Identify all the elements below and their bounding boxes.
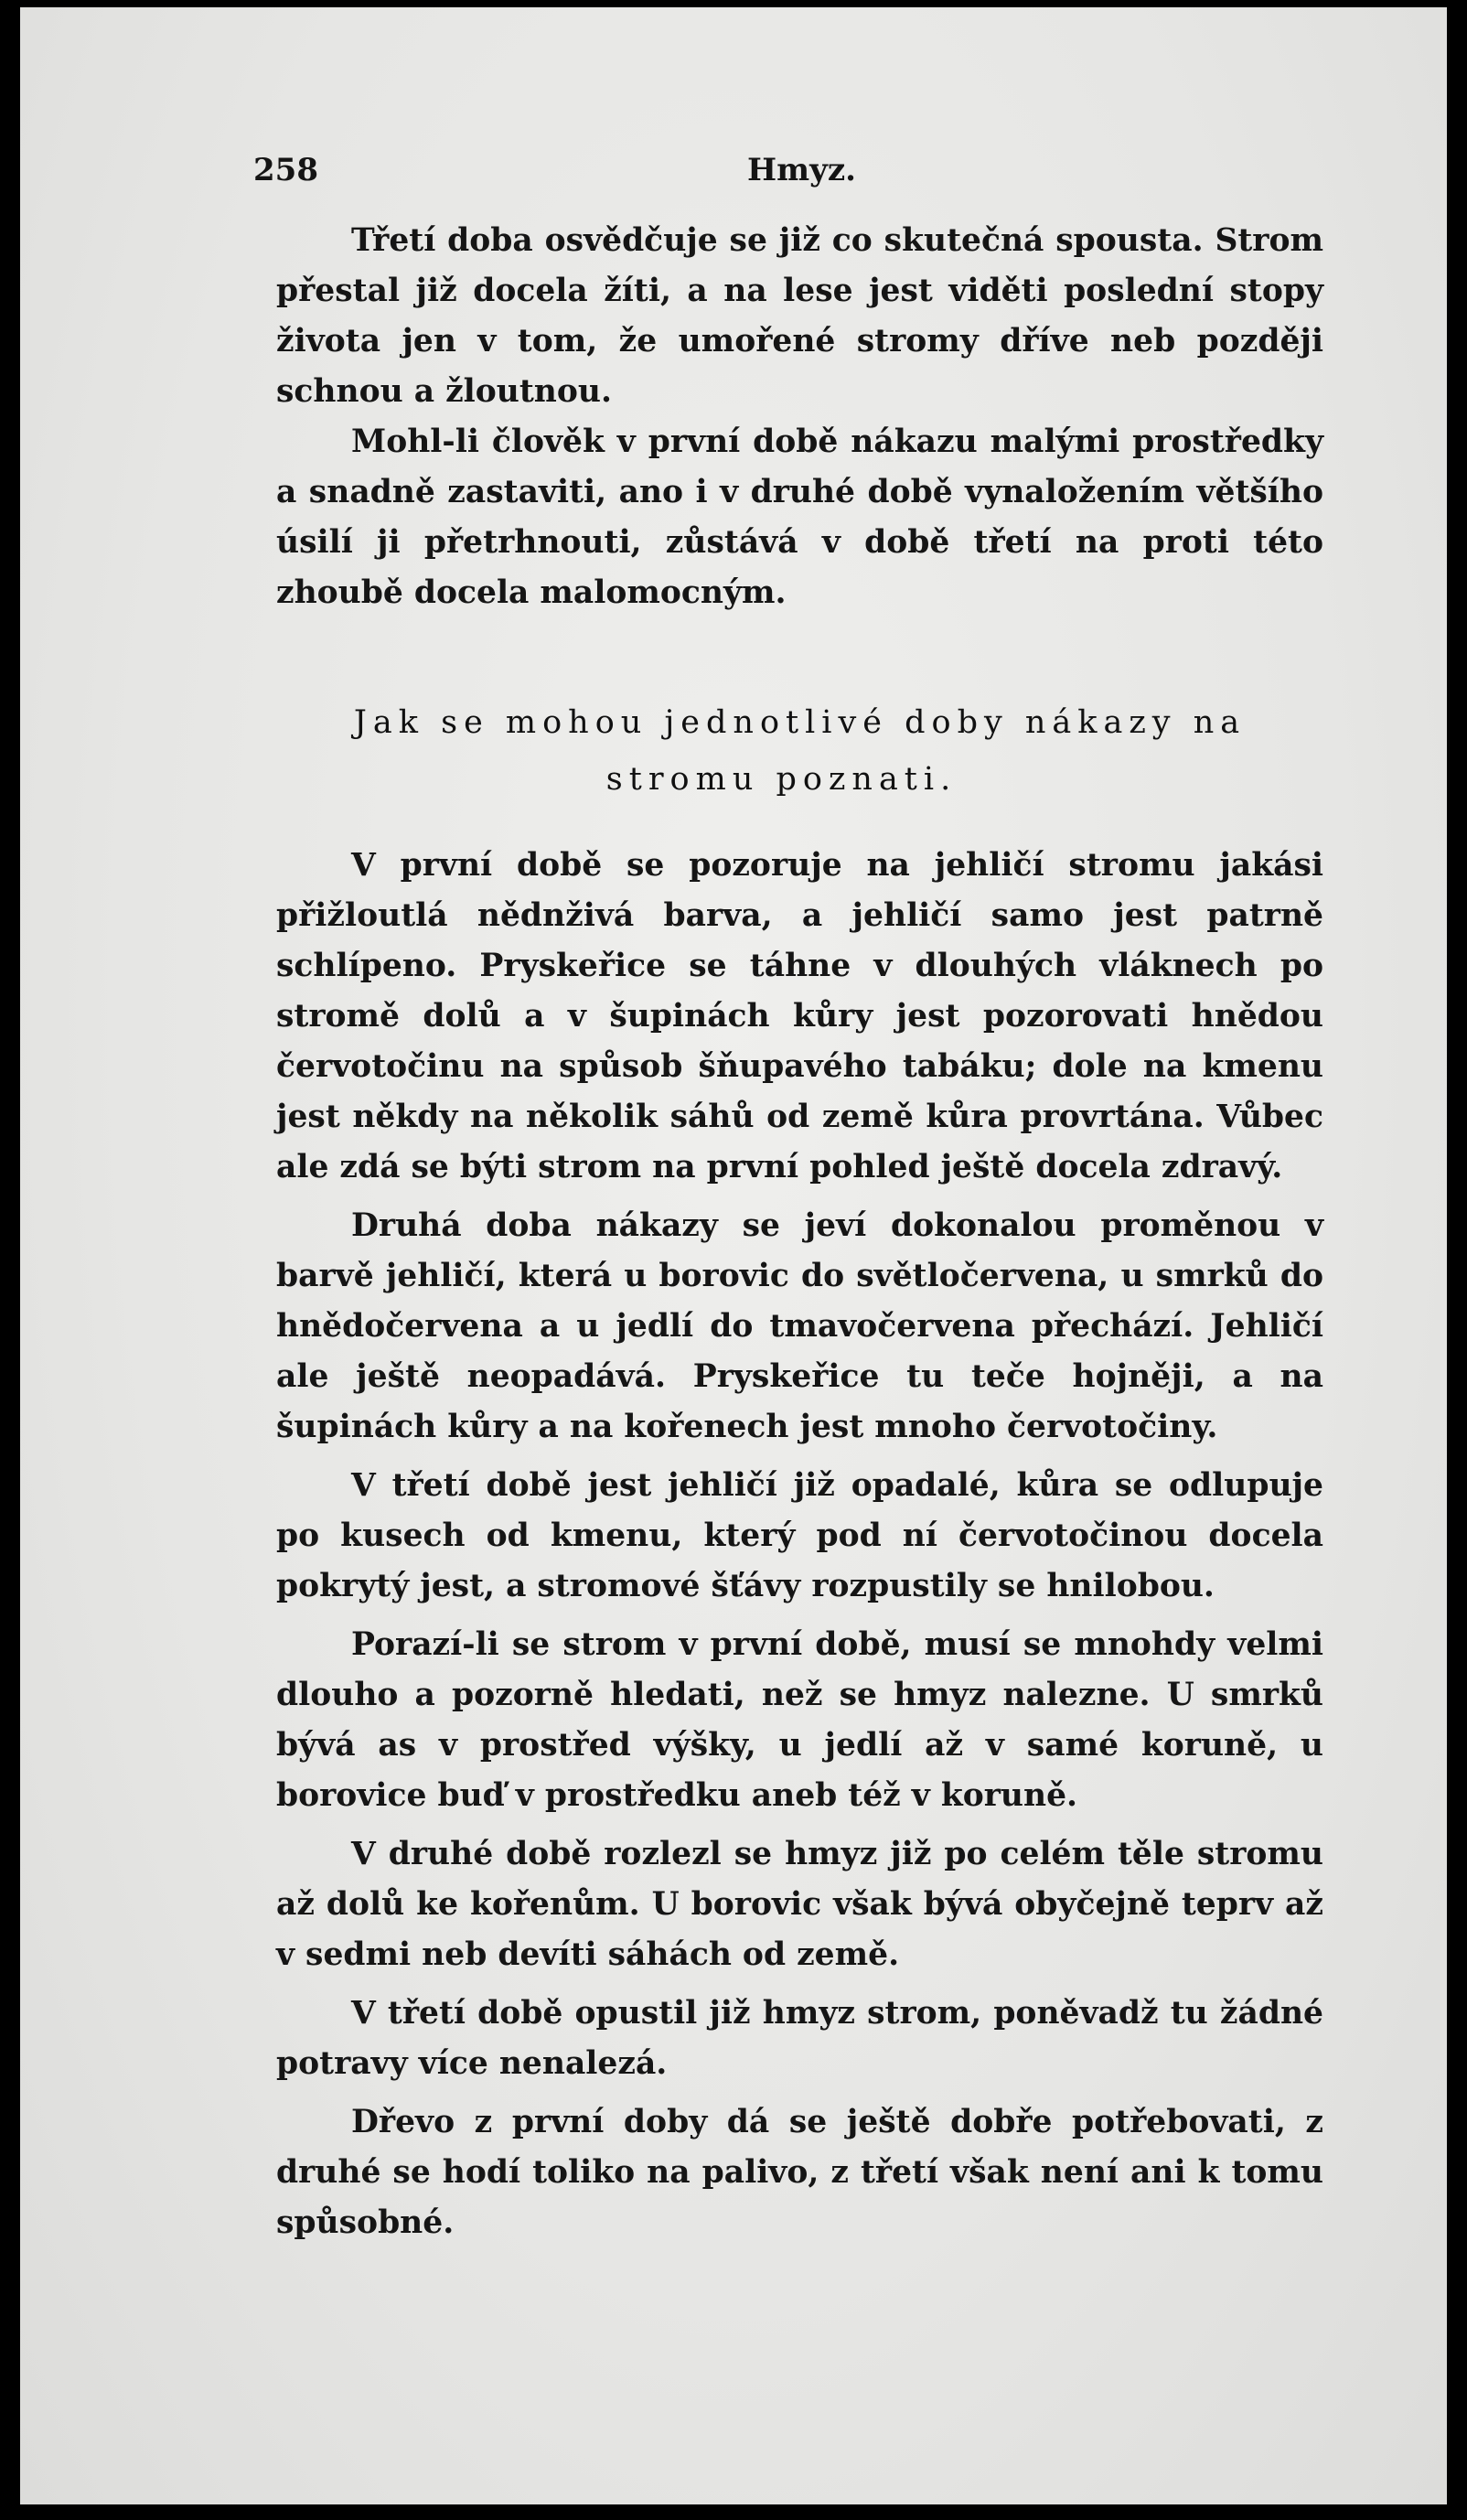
paragraph: Porazí-li se strom v první době, musí se mnohdy velmi dlouho a pozorně hledati, než se hmyz nalezne. U smrků bývá as v prostřed výšky, u jedlí až v samé koruně, u borovice buď v prostředku aneb též v koruně. [276,1626,1323,1814]
section-heading-line: stromu poznati. [605,761,958,798]
paragraph: V třetí době opustil již hmyz strom, poněvadž tu žádné potravy více nenalezá. [276,1995,1323,2082]
page-number: 258 [253,152,318,188]
section-heading-line: Jak se mohou jednotlivé doby nákazy na [353,704,1247,741]
book-page [20,7,1447,2504]
paragraph: V třetí době jest jehličí již opadalé, kůra se odlupuje po kusech od kmenu, který pod ní červotočinou docela pokrytý jest, a stromové šťávy rozpustily se hnilobou. [276,1467,1323,1604]
running-title: Hmyz. [747,152,856,188]
paragraph: V první době se pozoruje na jehličí stromu jakási přižloutlá nědnživá barva, a jehličí samo jest patrně schlípeno. Pryskeřice se táhne v dlouhých vláknech po stromě dolů a v šupinách kůry jest pozorovati hnědou červotočinu na spůsob šňupavého tabáku; dole na kmenu jest někdy na několik sáhů od země kůra provrtána. Vůbec ale zdá se býti strom na první pohled ještě docela zdravý. [276,847,1323,1185]
paragraph: V druhé době rozlezl se hmyz již po celém těle stromu až dolů ke kořenům. U borovic však bývá obyčejně teprv až v sedmi neb devíti sáhách od země. [276,1836,1323,1973]
paragraph: Třetí doba osvědčuje se již co skutečná spousta. Strom přestal již docela žíti, a na lese jest viděti poslední stopy života jen v tom, že umořené stromy dříve neb později schnou a žloutnou. [276,222,1323,410]
paragraph: Druhá doba nákazy se jeví dokonalou proměnou v barvě jehličí, která u borovic do světločervena, u smrků do hnědočervena a u jedlí do tmavočervena přechází. Jehličí ale ještě neopadává. Pryskeřice tu teče hojněji, a na šupinách kůry a na kořenech jest mnoho červotočiny. [276,1207,1323,1445]
body-text [276,216,1323,2248]
paragraph: Mohl-li člověk v první době nákazu malými prostředky a snadně zastaviti, ano i v druhé době vynaložením většího úsilí ji přetrhnouti, zůstává v době třetí na proti této zhoubě docela malomocným. [276,424,1323,611]
section-heading [276,694,1323,808]
paragraph: Dřevo z první doby dá se ještě dobře potřebovati, z druhé se hodí toliko na palivo, z třetí však není ani k tomu spůsobné. [276,2104,1323,2241]
